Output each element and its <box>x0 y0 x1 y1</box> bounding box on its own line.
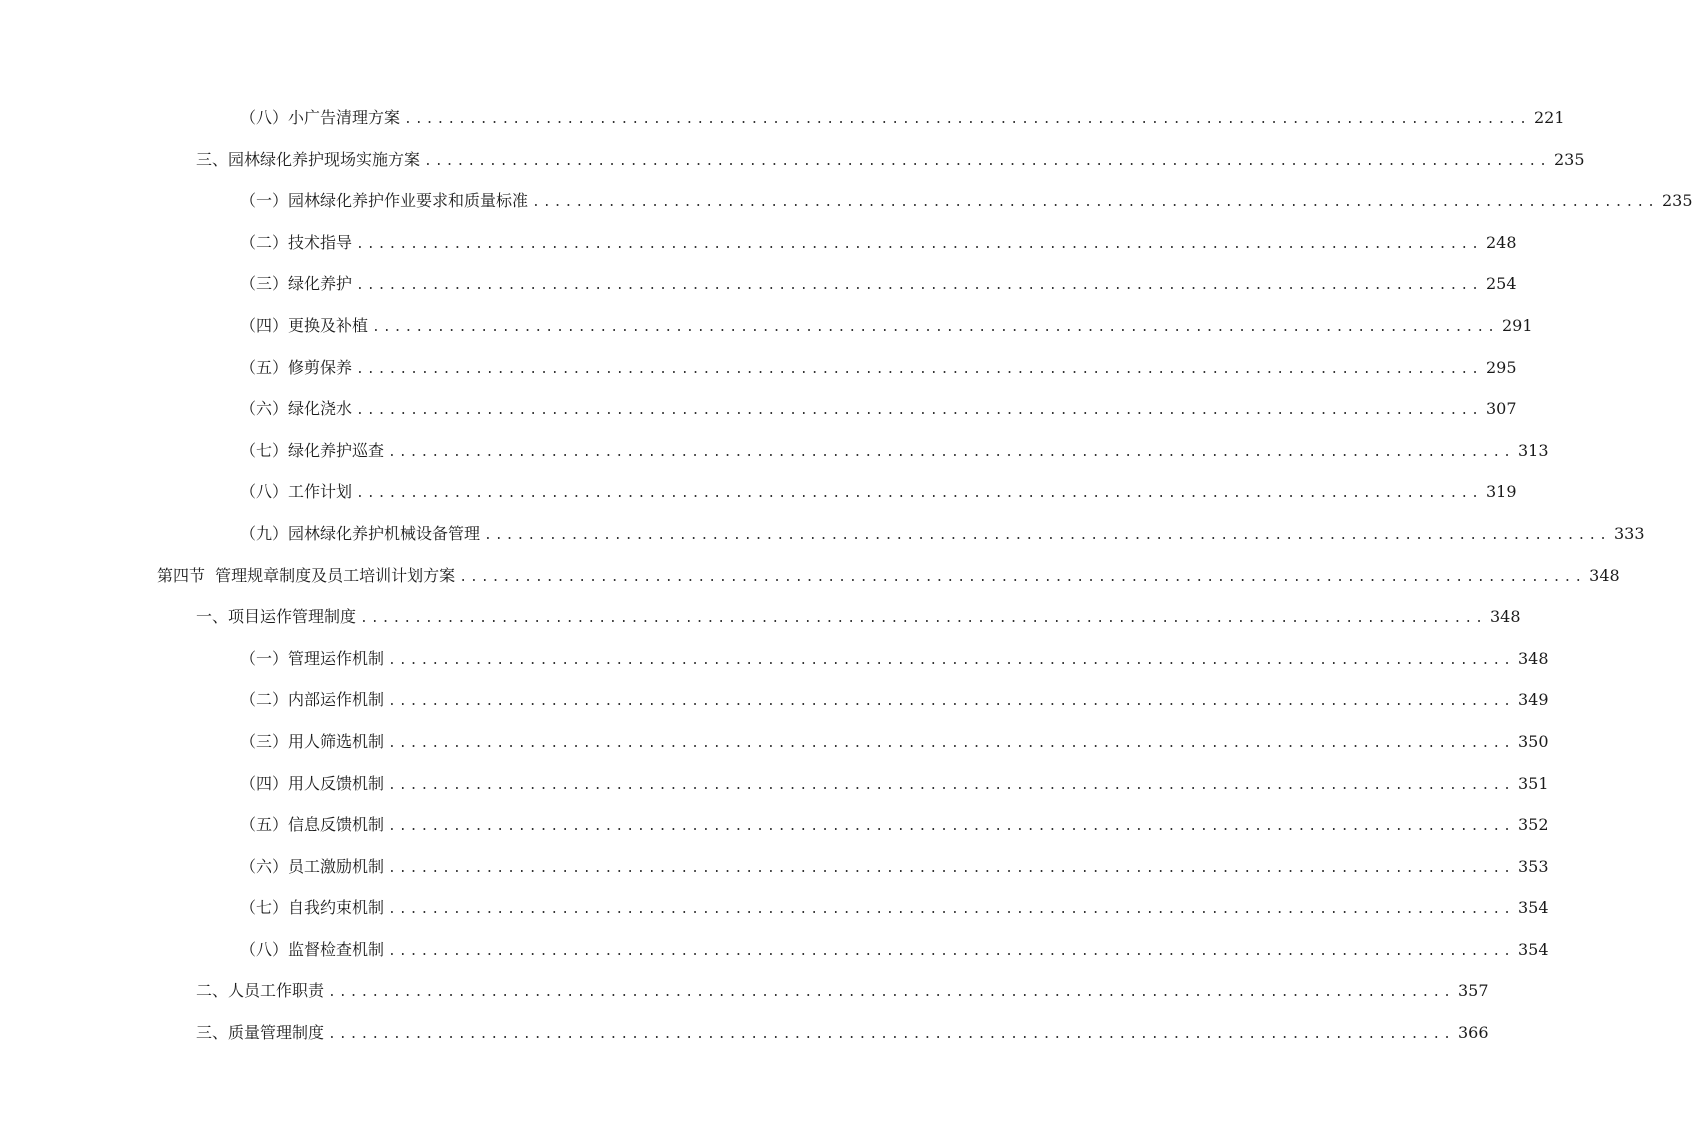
dot-leader: ........................................................................................................ <box>388 652 1514 668</box>
toc-entry-page: 235 <box>1662 191 1693 211</box>
dot-leader: ........................................................................................................ <box>356 486 1482 502</box>
toc-entry[interactable] <box>0 97 1565 139</box>
dot-leader: ........................................................................................................ <box>388 860 1514 876</box>
dot-leader: ........................................................................................................ <box>388 902 1514 918</box>
toc-entry[interactable] <box>0 305 1533 347</box>
dot-leader: ........................................................................................................ <box>328 985 1454 1001</box>
toc-entry[interactable] <box>0 596 1521 638</box>
dot-leader: ........................................................................................................ <box>328 1027 1454 1043</box>
toc-entry[interactable] <box>0 471 1517 513</box>
dot-leader: ........................................................................................................ <box>459 569 1586 585</box>
toc-entry-label: （六）绿化浇水 <box>240 399 353 419</box>
dot-leader: ........................................................................................................ <box>388 694 1514 710</box>
toc-entry-page: 348 <box>1490 607 1521 627</box>
dot-leader: ........................................................................................................ <box>356 278 1482 294</box>
toc-entry-label: （一）园林绿化养护作业要求和质量标准 <box>240 191 529 211</box>
toc-entry-label: （七）自我约束机制 <box>240 898 385 918</box>
toc-entry-label: （三）绿化养护 <box>240 274 353 294</box>
toc-entry-label: 一、项目运作管理制度 <box>196 607 357 627</box>
toc-entry[interactable] <box>0 804 1549 846</box>
toc-entry[interactable] <box>0 347 1517 389</box>
toc-entry-label: （八）工作计划 <box>240 482 353 502</box>
toc-entry-page: 348 <box>1589 565 1620 585</box>
toc-entry[interactable] <box>0 180 1693 222</box>
dot-leader: ........................................................................................................ <box>356 361 1482 377</box>
toc-entry-label: （三）用人筛选机制 <box>240 731 385 751</box>
dot-leader: ........................................................................................................ <box>388 444 1514 460</box>
toc-entry-page: 350 <box>1518 731 1549 751</box>
dot-leader: ........................................................................................................ <box>388 943 1514 959</box>
toc-entry[interactable] <box>0 555 1620 597</box>
toc-entry-label: （四）更换及补植 <box>240 315 369 335</box>
dot-leader: ........................................................................................................ <box>388 777 1514 793</box>
toc-entry[interactable] <box>0 763 1549 805</box>
toc-entry-label: （八）小广告清理方案 <box>240 108 401 127</box>
toc-entry-label: （九）园林绿化养护机械设备管理 <box>240 523 481 543</box>
dot-leader: ........................................................................................................ <box>372 319 1498 335</box>
dot-leader: ........................................................................................................ <box>484 527 1610 543</box>
toc-entry[interactable] <box>0 1012 1489 1054</box>
toc-entry[interactable] <box>0 263 1517 305</box>
toc-entry-label: （五）信息反馈机制 <box>240 815 385 835</box>
toc-entry-label: 二、人员工作职责 <box>196 981 325 1001</box>
toc-entry-label: 三、质量管理制度 <box>196 1023 325 1043</box>
table-of-contents <box>0 97 1693 1054</box>
toc-entry-page: 248 <box>1486 232 1517 252</box>
toc-entry[interactable] <box>0 970 1489 1012</box>
toc-entry-label: （一）管理运作机制 <box>240 648 385 668</box>
toc-entry-page: 348 <box>1518 648 1549 668</box>
dot-leader: ........................................................................................................ <box>404 112 1530 127</box>
toc-entry[interactable] <box>0 139 1585 181</box>
toc-entry-page: 333 <box>1614 523 1645 543</box>
toc-entry[interactable] <box>0 846 1549 888</box>
toc-entry-page: 354 <box>1518 898 1549 918</box>
toc-entry-page: 366 <box>1458 1023 1489 1043</box>
toc-entry-page: 351 <box>1518 773 1549 793</box>
toc-entry-page: 354 <box>1518 939 1549 959</box>
toc-entry-page: 307 <box>1486 399 1517 419</box>
toc-entry[interactable] <box>0 513 1645 555</box>
toc-entry-label: （五）修剪保养 <box>240 357 353 377</box>
toc-entry-page: 352 <box>1518 815 1549 835</box>
toc-entry-page: 319 <box>1486 482 1517 502</box>
toc-entry-label: 第四节 管理规章制度及员工培训计划方案 <box>157 565 456 585</box>
toc-entry-label: （二）内部运作机制 <box>240 690 385 710</box>
toc-entry[interactable] <box>0 721 1549 763</box>
toc-entry-label: （四）用人反馈机制 <box>240 773 385 793</box>
toc-entry-label: 三、园林绿化养护现场实施方案 <box>196 149 421 169</box>
dot-leader: ........................................................................................................ <box>356 236 1482 252</box>
toc-entry[interactable] <box>0 388 1517 430</box>
toc-entry-page: 295 <box>1486 357 1517 377</box>
toc-entry-page: 353 <box>1518 856 1549 876</box>
toc-entry-page: 313 <box>1518 440 1549 460</box>
toc-entry[interactable] <box>0 929 1549 971</box>
toc-entry-page: 291 <box>1502 315 1533 335</box>
toc-entry-label: （八）监督检查机制 <box>240 939 385 959</box>
dot-leader: ........................................................................................................ <box>388 819 1514 835</box>
toc-entry-label: （二）技术指导 <box>240 232 353 252</box>
dot-leader: ........................................................................................................ <box>424 153 1550 169</box>
toc-entry-page: 349 <box>1518 690 1549 710</box>
toc-entry-label: （六）员工激励机制 <box>240 856 385 876</box>
toc-entry[interactable] <box>0 638 1549 680</box>
toc-entry-page: 221 <box>1534 108 1565 127</box>
toc-entry-page: 357 <box>1458 981 1489 1001</box>
dot-leader: ........................................................................................................ <box>532 195 1658 211</box>
dot-leader: ........................................................................................................ <box>356 403 1482 419</box>
toc-entry-label: （七）绿化养护巡查 <box>240 440 385 460</box>
dot-leader: ........................................................................................................ <box>388 735 1514 751</box>
toc-entry-page: 235 <box>1554 149 1585 169</box>
toc-entry[interactable] <box>0 887 1549 929</box>
toc-entry[interactable] <box>0 430 1549 472</box>
toc-entry[interactable] <box>0 679 1549 721</box>
toc-entry-page: 254 <box>1486 274 1517 294</box>
toc-entry[interactable] <box>0 222 1517 264</box>
dot-leader: ........................................................................................................ <box>360 611 1486 627</box>
